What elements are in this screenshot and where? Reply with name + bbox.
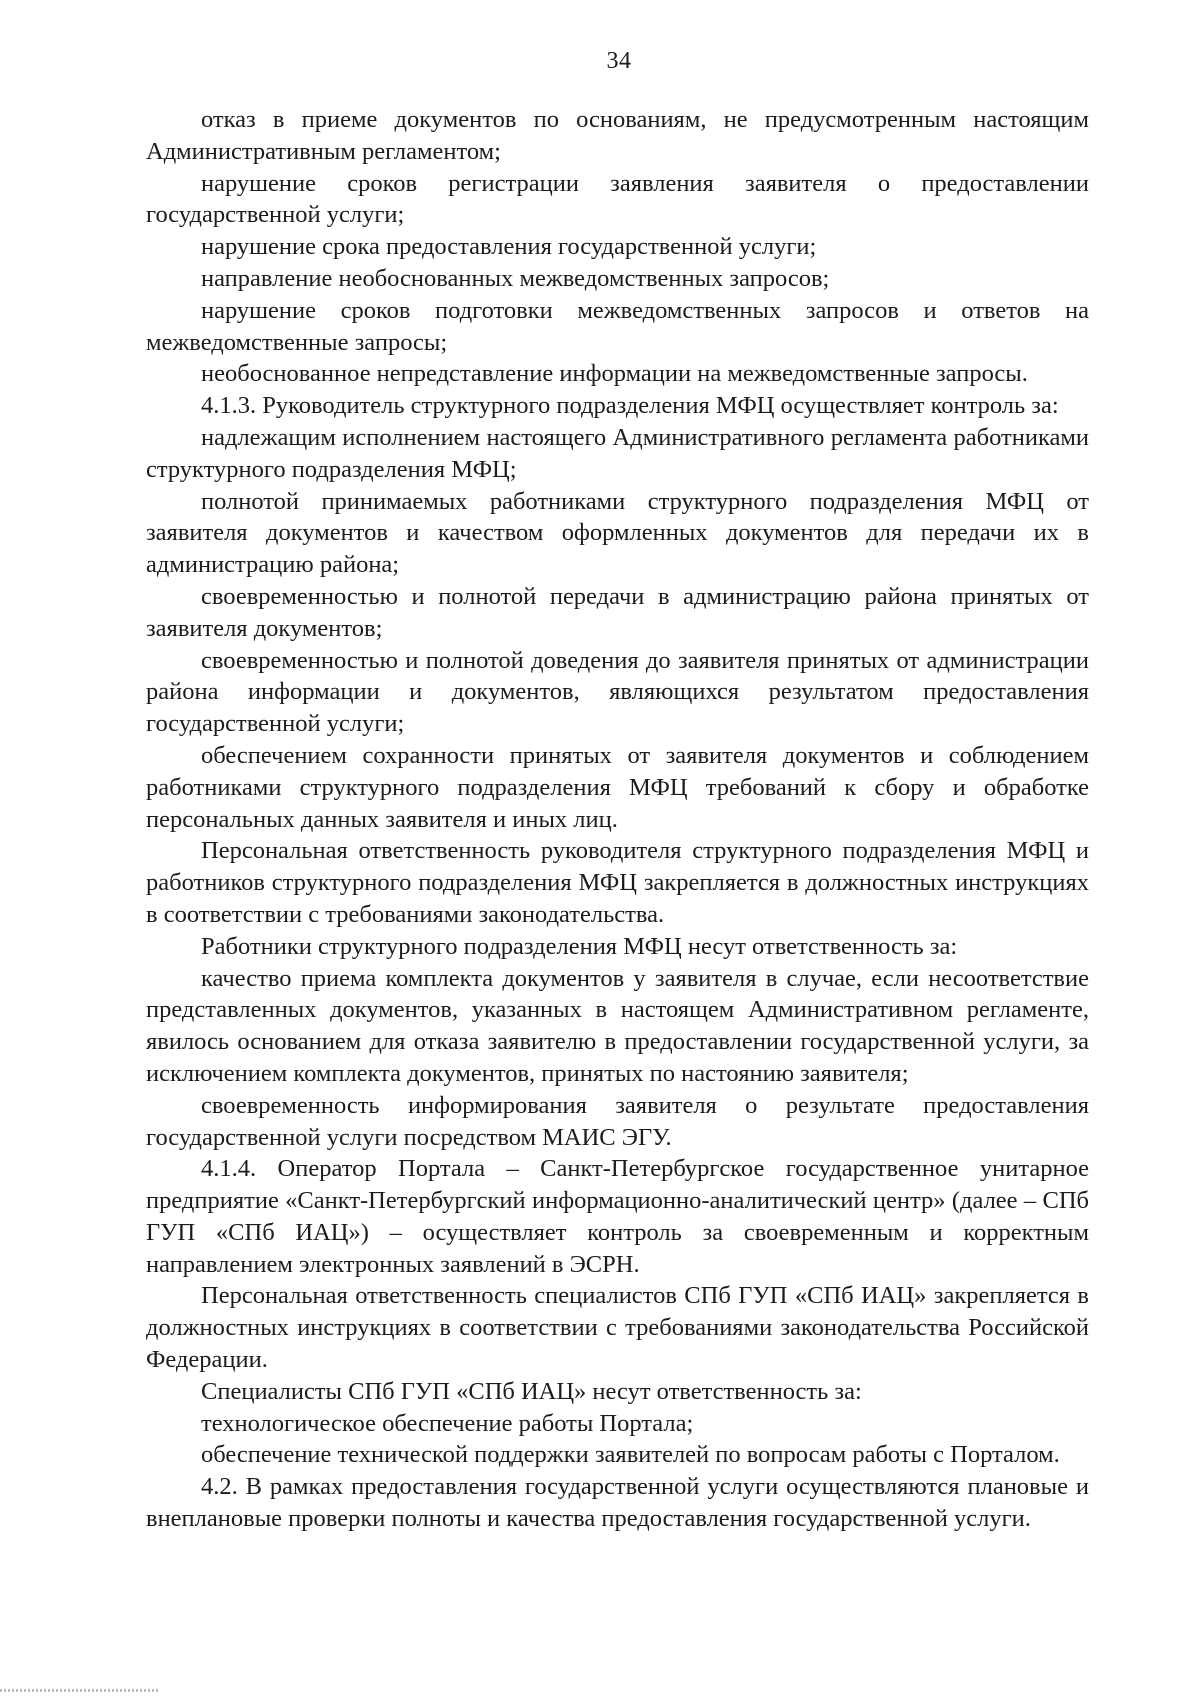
paragraph-informing-timeliness: своевременность информирования заявителя о результате предоставления государственной услуги посредством МАИС ЭГУ. bbox=[146, 1091, 1089, 1151]
paragraph-regulation-execution: надлежащим исполнением настоящего Административного регламента работниками структурного подразделения МФЦ; bbox=[146, 423, 1089, 483]
page-number: 34 bbox=[606, 48, 632, 74]
scan-artifact-strip bbox=[0, 1689, 160, 1692]
paragraph-4-1-4-portal-operator: 4.1.4. Оператор Портала – Санкт-Петербургское государственное унитарное предприятие «Санкт-Петербургский информационно-аналитический центр» (далее – СПб ГУП «СПб ИАЦ») – осуществляет контроль за своевременным и корректным направлением электронных заявлений в ЭСРН. bbox=[146, 1155, 1089, 1278]
paragraph-transfer-timeliness: своевременностью и полнотой передачи в администрацию района принятых от заявителя документов; bbox=[146, 582, 1089, 642]
paragraph-applicant-support: обеспечение технической поддержки заявителей по вопросам работы с Порталом. bbox=[201, 1441, 1060, 1469]
paragraph-iac-personal-responsibility: Персональная ответственность специалистов СПб ГУП «СПб ИАЦ» закрепляется в должностных инструкциях в соответствии с требованиями законодательства Российской Федерации. bbox=[146, 1282, 1089, 1374]
paragraph-info-nonprovision: необоснованное непредставление информации на межведомственные запросы. bbox=[201, 360, 1028, 388]
paragraph-request-deadlines: нарушение сроков подготовки межведомственных запросов и ответов на межведомственные запросы; bbox=[146, 296, 1089, 356]
paragraph-portal-tech-support: технологическое обеспечение работы Портала; bbox=[201, 1409, 694, 1437]
paragraph-unfounded-requests: направление необоснованных межведомственных запросов; bbox=[201, 264, 830, 292]
paragraph-document-completeness: полнотой принимаемых работниками структурного подразделения МФЦ от заявителя документов и качеством оформленных документов для передачи их в администрацию района; bbox=[146, 487, 1089, 579]
document-body bbox=[146, 104, 1089, 1535]
paragraph-4-2-inspections: 4.2. В рамках предоставления государственной услуги осуществляются плановые и внеплановые проверки полноты и качества предоставления государственной услуги. bbox=[146, 1473, 1089, 1533]
paragraph-iac-specialists-responsible: Специалисты СПб ГУП «СПб ИАЦ» несут ответственность за: bbox=[201, 1377, 862, 1405]
paragraph-result-delivery: своевременностью и полнотой доведения до заявителя принятых от администрации района информации и документов, являющихся результатом предоставления государственной услуги; bbox=[146, 646, 1089, 738]
paragraph-intake-quality: качество приема комплекта документов у заявителя в случае, если несоответствие представленных документов, указанных в настоящем Административном регламенте, явилось основанием для отказа заявителю в предоставлении государственной услуги, за исключением комплекта документов, принятых по настоянию заявителя; bbox=[146, 964, 1089, 1087]
paragraph-mfc-workers-responsible: Работники структурного подразделения МФЦ несут ответственность за: bbox=[201, 932, 958, 960]
paragraph-registration-deadline: нарушение сроков регистрации заявления заявителя о предоставлении государственной услуги; bbox=[146, 169, 1089, 229]
paragraph-refusal-documents: отказ в приеме документов по основаниям, не предусмотренным настоящим Административным регламентом; bbox=[146, 106, 1089, 165]
paragraph-mfc-personal-responsibility: Персональная ответственность руководителя структурного подразделения МФЦ и работников структурного подразделения МФЦ закрепляется в должностных инструкциях в соответствии с требованиями законодательства. bbox=[146, 837, 1089, 928]
paragraph-data-safety: обеспечением сохранности принятых от заявителя документов и соблюдением работниками структурного подразделения МФЦ требований к сбору и обработке персональных данных заявителя и иных лиц. bbox=[146, 741, 1089, 833]
paragraph-service-deadline: нарушение срока предоставления государственной услуги; bbox=[201, 233, 817, 261]
paragraph-4-1-3-heading: 4.1.3. Руководитель структурного подразделения МФЦ осуществляет контроль за: bbox=[201, 392, 1059, 420]
